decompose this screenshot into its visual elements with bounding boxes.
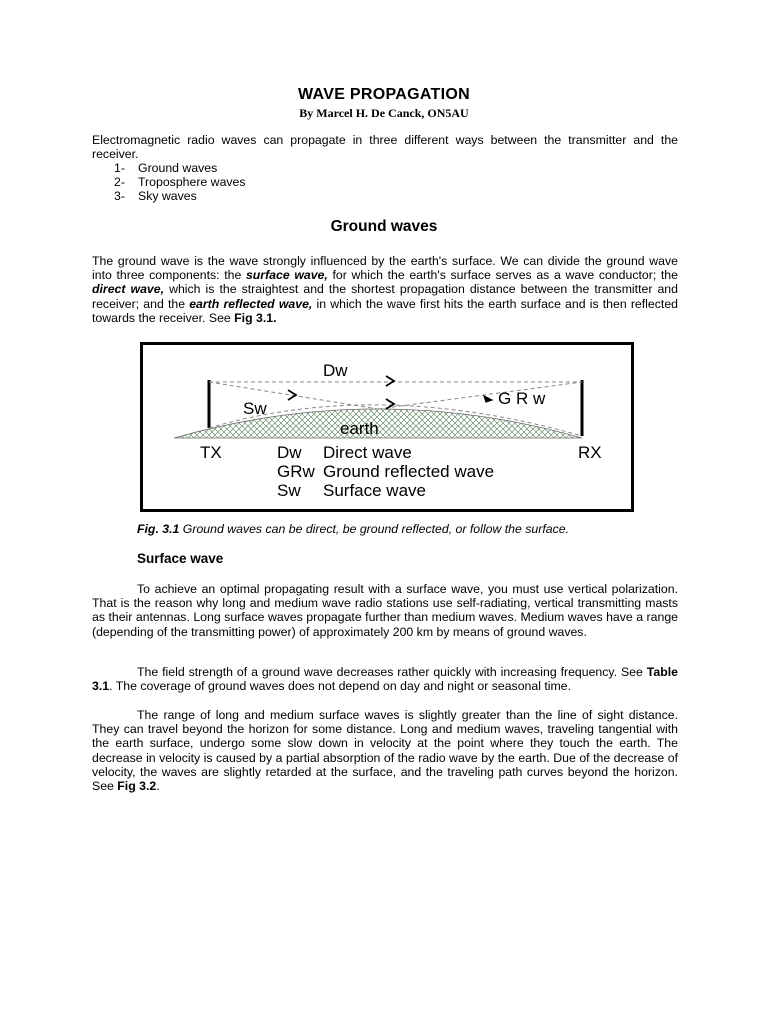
section-heading-ground-waves: Ground waves bbox=[330, 218, 438, 235]
label-rx: RX bbox=[578, 443, 602, 462]
list-item: 2- Troposphere waves bbox=[114, 175, 246, 190]
legend-key: Dw bbox=[277, 443, 302, 462]
label-sw: Sw bbox=[243, 399, 267, 418]
propagation-list bbox=[114, 161, 246, 204]
legend-key: GRw bbox=[277, 462, 315, 481]
author-line: By Marcel H. De Canck, ON5AU bbox=[299, 106, 469, 120]
list-item: 1- Ground waves bbox=[114, 161, 218, 175]
ground-wave-figure bbox=[140, 342, 634, 512]
intro-paragraph: Electromagnetic radio waves can propagate in three different ways between the transmitter and the receiver. bbox=[92, 133, 678, 162]
label-earth: earth bbox=[340, 419, 379, 438]
subheading-surface-wave: Surface wave bbox=[137, 551, 224, 566]
surface-wave-paragraph-3: The range of long and medium surface waves is slightly greater than the line of sight distance. They can travel beyond the horizon for some distance. Long and medium waves, traveling tangential with the earth surface, undergo some slow down in velocity at the point where they touch the earth. The decrease in velocity is caused by a partial absorption of the radio wave by the earth. Due of the decrease of velocity, the waves are slightly retarded at the surface, and the traveling path curves beyond the horizon. See Fig 3.2. bbox=[92, 708, 678, 794]
page-title: WAVE PROPAGATION bbox=[298, 86, 470, 103]
label-tx: TX bbox=[200, 443, 222, 462]
surface-wave-paragraph-2: The field strength of a ground wave decreases rather quickly with increasing frequency. See Table 3.1. The coverage of ground waves does not depend on day and night or seasonal time. bbox=[92, 665, 678, 694]
label-grw: G R w bbox=[498, 389, 546, 408]
legend-key: Sw bbox=[277, 481, 301, 500]
legend-label: Direct wave bbox=[323, 443, 412, 462]
label-dw: Dw bbox=[323, 361, 348, 380]
figure-caption: Fig. 3.1 Ground waves can be direct, be ground reflected, or follow the surface. bbox=[137, 522, 569, 536]
ground-wave-paragraph: The ground wave is the wave strongly influenced by the earth's surface. We can divide the ground wave into three components: the surface wave, for which the earth's surface serves as a wave conductor; the direct wave, which is the straightest and the shortest propagation distance between the transmitter and receiver; and the earth reflected wave, in which the wave first hits the earth surface and is then reflected towards the receiver. See Fig 3.1. bbox=[92, 254, 678, 325]
surface-wave-paragraph-1: To achieve an optimal propagating result with a surface wave, you must use vertical polarization. That is the reason why long and medium wave radio stations use self-radiating, vertical transmitting masts as their antennas. Long surface waves propagate further than medium waves. Medium waves have a range (depending of the transmitting power) of approximately 200 km by means of ground waves. bbox=[92, 582, 678, 639]
legend-label: Surface wave bbox=[323, 481, 426, 500]
legend-label: Ground reflected wave bbox=[323, 462, 495, 481]
list-item: 3- Sky waves bbox=[114, 189, 197, 204]
